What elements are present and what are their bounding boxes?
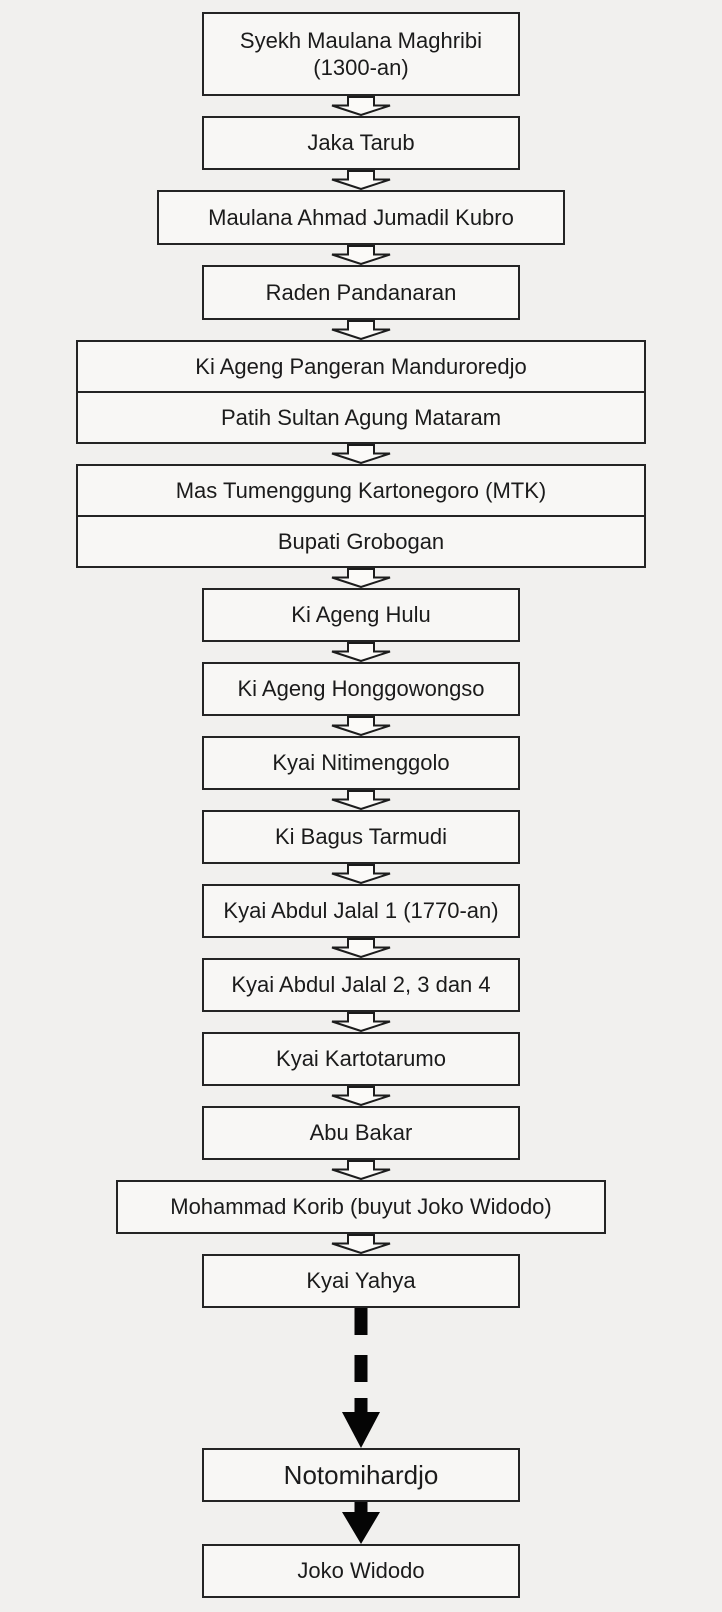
- node-ki-ageng-hulu: [202, 588, 520, 642]
- node-ki-bagus-tarmudi: [202, 810, 520, 864]
- down-arrow-icon: [329, 790, 393, 810]
- node-abu-bakar: [202, 1106, 520, 1160]
- node-label: Joko Widodo: [297, 1558, 425, 1584]
- node-label-row2: Patih Sultan Agung Mataram: [78, 391, 644, 442]
- node-label-row1: Ki Ageng Pangeran Manduroredjo: [195, 353, 527, 379]
- node-label: Maulana Ahmad Jumadil Kubro: [208, 204, 514, 230]
- node-label-line2: (1300-an): [313, 55, 409, 80]
- node-label-row1: Mas Tumenggung Kartonegoro (MTK): [175, 477, 547, 503]
- down-arrow-icon: [329, 245, 393, 265]
- node-raden-pandanaran: [202, 265, 520, 320]
- node-kyai-kartotarumo: [202, 1032, 520, 1086]
- down-arrow-icon: [329, 1160, 393, 1180]
- down-arrow-icon: [329, 1086, 393, 1106]
- node-ki-ageng-honggowongso: [202, 662, 520, 716]
- down-arrow-icon: [329, 568, 393, 588]
- node-kyai-abdul-jalal-1: [202, 884, 520, 938]
- dashed-down-arrow-icon: [327, 1308, 395, 1448]
- down-arrow-icon: [329, 716, 393, 736]
- node-label: Kyai Abdul Jalal 1 (1770-an): [223, 898, 499, 924]
- node-label: Kyai Abdul Jalal 2, 3 dan 4: [231, 972, 491, 998]
- down-arrow-icon: [329, 444, 393, 464]
- down-arrow-icon: [329, 96, 393, 116]
- node-label-line1: Syekh Maulana Maghribi: [239, 27, 483, 53]
- node-label: Mohammad Korib (buyut Joko Widodo): [170, 1194, 552, 1220]
- node-label: Kyai Nitimenggolo: [272, 750, 450, 776]
- node-kyai-abdul-jalal-2-3-4: [202, 958, 520, 1012]
- node-notomihardjo: [202, 1448, 520, 1502]
- node-joko-widodo: [202, 1544, 520, 1598]
- node-label: Abu Bakar: [309, 1120, 413, 1146]
- node-label: Ki Ageng Hulu: [291, 602, 431, 628]
- node-mohammad-korib: [116, 1180, 606, 1234]
- node-label: Notomihardjo: [283, 1459, 439, 1490]
- node-label: Ki Ageng Honggowongso: [237, 676, 485, 702]
- node-ki-ageng-pangeran-manduroredjo: [76, 340, 646, 444]
- node-label: Jaka Tarub: [307, 130, 415, 156]
- down-arrow-icon: [329, 642, 393, 662]
- node-syekh-maulana-maghribi: [202, 12, 520, 96]
- down-arrow-icon: [329, 938, 393, 958]
- node-label-row2: Bupati Grobogan: [78, 515, 644, 566]
- genealogy-flowchart: [0, 12, 722, 1612]
- node-mas-tumenggung-kartonegoro: [76, 464, 646, 568]
- node-label: Kyai Kartotarumo: [276, 1046, 446, 1072]
- down-arrow-icon: [329, 320, 393, 340]
- down-arrow-icon: [329, 864, 393, 884]
- node-label: Ki Bagus Tarmudi: [274, 824, 447, 850]
- node-kyai-yahya: [202, 1254, 520, 1308]
- node-label: Kyai Yahya: [306, 1268, 416, 1294]
- down-arrow-icon: [329, 1234, 393, 1254]
- node-maulana-ahmad-jumadil-kubro: [157, 190, 565, 245]
- down-arrow-icon: [329, 1012, 393, 1032]
- node-kyai-nitimenggolo: [202, 736, 520, 790]
- solid-down-arrow-icon: [327, 1502, 395, 1544]
- node-label: Raden Pandanaran: [265, 279, 457, 305]
- node-jaka-tarub: [202, 116, 520, 170]
- down-arrow-icon: [329, 170, 393, 190]
